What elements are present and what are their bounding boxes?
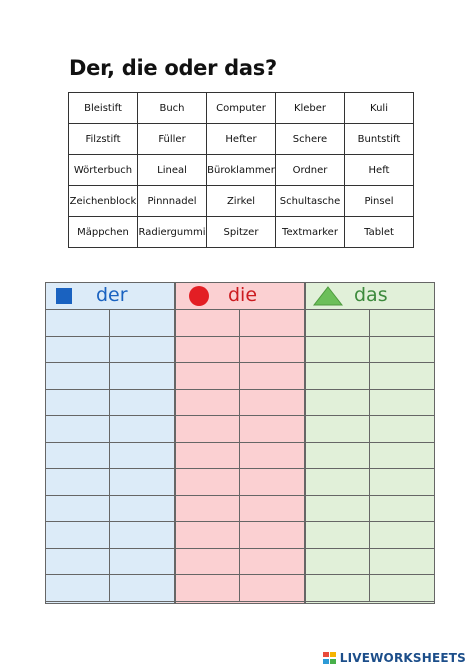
table-row <box>69 186 414 217</box>
answer-cell[interactable] <box>306 310 370 337</box>
answer-cell[interactable] <box>176 469 240 496</box>
answer-cell[interactable] <box>46 522 110 549</box>
answer-cell[interactable] <box>176 522 240 549</box>
column-header-der <box>46 283 174 310</box>
answer-cell[interactable] <box>306 416 370 443</box>
answer-grid-die <box>176 310 304 602</box>
answer-cell[interactable] <box>46 390 110 417</box>
table-row <box>69 124 414 155</box>
word-cell: Kuli <box>345 93 414 124</box>
red-circle-icon <box>189 286 209 306</box>
answer-cell[interactable] <box>176 549 240 576</box>
word-cell: Schultasche <box>276 186 345 217</box>
answer-cell[interactable] <box>240 416 304 443</box>
worksheet-title: Der, die oder das? <box>69 56 277 80</box>
answer-cell[interactable] <box>240 496 304 523</box>
column-label-der: der <box>96 284 128 306</box>
answer-cell[interactable] <box>110 522 174 549</box>
answer-cell[interactable] <box>306 390 370 417</box>
word-cell: Textmarker <box>276 217 345 248</box>
answer-cell[interactable] <box>306 575 370 602</box>
answer-cell[interactable] <box>46 575 110 602</box>
word-cell: Computer <box>207 93 276 124</box>
answer-cell[interactable] <box>370 549 434 576</box>
answer-cell[interactable] <box>176 443 240 470</box>
liveworksheets-logo <box>323 651 466 665</box>
column-header-die <box>176 283 304 310</box>
green-triangle-icon <box>313 286 343 306</box>
word-cell: Hefter <box>207 124 276 155</box>
answer-cell[interactable] <box>370 416 434 443</box>
answer-cell[interactable] <box>370 469 434 496</box>
answer-cell[interactable] <box>370 575 434 602</box>
answer-cell[interactable] <box>306 549 370 576</box>
answer-cell[interactable] <box>176 337 240 364</box>
answer-cell[interactable] <box>110 416 174 443</box>
answer-cell[interactable] <box>240 575 304 602</box>
answer-cell[interactable] <box>306 496 370 523</box>
answer-cell[interactable] <box>110 469 174 496</box>
word-cell: Buntstift <box>345 124 414 155</box>
sort-column-das <box>305 282 435 604</box>
answer-cell[interactable] <box>46 469 110 496</box>
answer-cell[interactable] <box>110 310 174 337</box>
answer-cell[interactable] <box>306 363 370 390</box>
word-cell: Radiergummi <box>138 217 207 248</box>
answer-cell[interactable] <box>46 310 110 337</box>
table-row <box>69 93 414 124</box>
column-header-das <box>306 283 434 310</box>
answer-cell[interactable] <box>46 337 110 364</box>
table-row <box>69 217 414 248</box>
answer-cell[interactable] <box>370 522 434 549</box>
word-cell: Schere <box>276 124 345 155</box>
word-cell: Lineal <box>138 155 207 186</box>
answer-cell[interactable] <box>240 337 304 364</box>
word-cell: Spitzer <box>207 217 276 248</box>
answer-cell[interactable] <box>176 390 240 417</box>
answer-cell[interactable] <box>370 310 434 337</box>
word-cell: Füller <box>138 124 207 155</box>
answer-cell[interactable] <box>240 390 304 417</box>
answer-cell[interactable] <box>370 390 434 417</box>
answer-cell[interactable] <box>240 549 304 576</box>
word-cell: Pinnnadel <box>138 186 207 217</box>
table-row <box>69 155 414 186</box>
word-cell: Wörterbuch <box>69 155 138 186</box>
word-cell: Zirkel <box>207 186 276 217</box>
blue-square-icon <box>56 288 72 304</box>
word-cell: Tablet <box>345 217 414 248</box>
answer-cell[interactable] <box>110 575 174 602</box>
answer-cell[interactable] <box>46 549 110 576</box>
answer-cell[interactable] <box>240 522 304 549</box>
answer-cell[interactable] <box>176 310 240 337</box>
answer-grid-der <box>46 310 174 602</box>
answer-cell[interactable] <box>110 496 174 523</box>
word-cell: Heft <box>345 155 414 186</box>
answer-cell[interactable] <box>240 443 304 470</box>
answer-cell[interactable] <box>176 496 240 523</box>
word-cell: Bleistift <box>69 93 138 124</box>
answer-cell[interactable] <box>370 443 434 470</box>
word-cell: Büroklammer <box>207 155 276 186</box>
logo-text: LIVEWORKSHEETS <box>339 651 466 665</box>
column-label-die: die <box>228 284 258 306</box>
answer-cell[interactable] <box>370 337 434 364</box>
answer-cell[interactable] <box>46 496 110 523</box>
answer-cell[interactable] <box>240 469 304 496</box>
answer-cell[interactable] <box>176 575 240 602</box>
answer-cell[interactable] <box>306 522 370 549</box>
answer-cell[interactable] <box>306 469 370 496</box>
answer-cell[interactable] <box>240 363 304 390</box>
word-cell: Filzstift <box>69 124 138 155</box>
answer-cell[interactable] <box>110 363 174 390</box>
word-cell: Buch <box>138 93 207 124</box>
answer-cell[interactable] <box>306 337 370 364</box>
answer-cell[interactable] <box>370 496 434 523</box>
word-cell: Zeichenblock <box>69 186 138 217</box>
word-cell: Mäppchen <box>69 217 138 248</box>
answer-cell[interactable] <box>46 443 110 470</box>
answer-cell[interactable] <box>46 363 110 390</box>
answer-cell[interactable] <box>110 443 174 470</box>
answer-cell[interactable] <box>176 363 240 390</box>
word-table <box>68 92 414 248</box>
sort-column-der <box>45 282 175 604</box>
answer-cell[interactable] <box>110 390 174 417</box>
word-cell: Pinsel <box>345 186 414 217</box>
answer-cell[interactable] <box>176 416 240 443</box>
column-label-das: das <box>354 284 388 306</box>
answer-cell[interactable] <box>240 310 304 337</box>
word-cell: Kleber <box>276 93 345 124</box>
answer-cell[interactable] <box>110 337 174 364</box>
answer-cell[interactable] <box>370 363 434 390</box>
sort-column-die <box>175 282 305 604</box>
logo-icon <box>323 652 337 664</box>
answer-cell[interactable] <box>306 443 370 470</box>
word-cell: Ordner <box>276 155 345 186</box>
answer-cell[interactable] <box>46 416 110 443</box>
answer-cell[interactable] <box>110 549 174 576</box>
answer-grid-das <box>306 310 434 602</box>
